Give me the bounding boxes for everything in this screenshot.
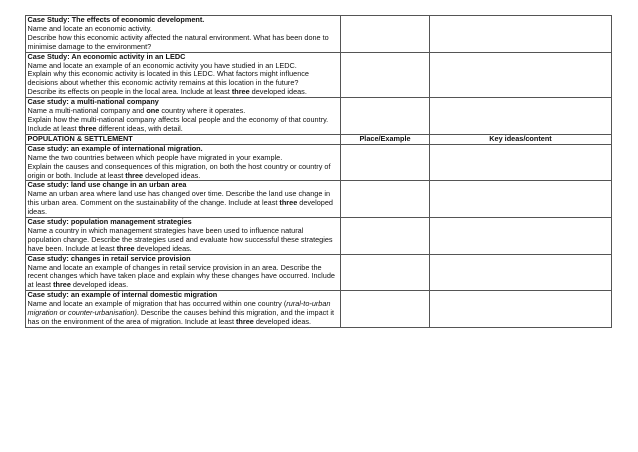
case-study-description-cell <box>26 291 341 328</box>
place-example-cell[interactable] <box>341 218 430 255</box>
instruction-text: . Describe the causes behind this migration, and the impact it has on the environment of the area of migration. Include at least <box>27 308 334 326</box>
case-study-instruction <box>28 227 339 254</box>
case-study-description-cell <box>26 16 341 53</box>
instruction-text: Name and locate an example of an economic activity you have studied in an LEDC. <box>27 60 297 70</box>
case-study-title: Case study: an example of internal domestic migration <box>27 290 218 300</box>
case-study-table <box>25 15 612 328</box>
instruction-text: Explain the causes and consequences of this migration, on both the host country or country of origin or both. Include at least <box>27 161 331 180</box>
place-example-cell[interactable] <box>341 254 430 291</box>
instruction-text: Explain how the multi-national company affects local people and the economy of that country. Include at least <box>27 114 329 133</box>
case-study-row <box>26 144 612 181</box>
key-ideas-cell[interactable] <box>430 16 612 53</box>
instruction-text: Name the two countries between which people have migrated in your example. <box>27 152 283 162</box>
instruction-text: Name a multi-national company and <box>27 106 147 116</box>
key-ideas-cell[interactable] <box>430 254 612 291</box>
case-study-description-cell <box>26 218 341 255</box>
case-study-instruction <box>28 163 339 181</box>
instruction-text: three <box>279 198 298 208</box>
case-study-instruction <box>28 116 339 134</box>
case-study-instruction <box>28 34 339 52</box>
instruction-text: developed ideas. <box>134 243 192 253</box>
case-study-row <box>26 181 612 218</box>
instruction-text: Name and locate an example of migration that has occurred within one country ( <box>27 299 287 309</box>
section-header: POPULATION & SETTLEMENT <box>26 134 341 144</box>
case-study-title: Case Study: The effects of economic development. <box>27 15 205 24</box>
instruction-text: Name and locate an example of changes in retail service provision in an area. Describe the recent changes which have taken place and explain why these changes have occurred. Include at least <box>27 262 335 290</box>
case-study-row <box>26 291 612 328</box>
column-header: Place/Example <box>341 134 430 144</box>
case-study-description-cell <box>26 181 341 218</box>
case-study-description-cell <box>26 254 341 291</box>
instruction-text: three <box>231 87 250 97</box>
instruction-text: Explain why this economic activity is located in this LEDC. What factors might influence decisions about whether this economic activity remains at this location in the future? <box>27 69 309 88</box>
case-study-instruction <box>28 70 339 88</box>
case-study-title: Case study: an example of international migration. <box>27 143 203 153</box>
case-study-row <box>26 52 612 98</box>
instruction-text: developed ideas. <box>143 170 201 180</box>
instruction-text: three <box>125 170 144 180</box>
instruction-text: Name an urban area where land use has changed over time. Describe the land use change in this urban area. Comment on the sustainability of the change. Include at least <box>27 189 331 208</box>
case-study-title: Case study: a multi-national company <box>27 97 159 107</box>
case-study-row <box>26 98 612 135</box>
case-study-title: Case study: land use change in an urban area <box>27 180 187 190</box>
case-study-row <box>26 16 612 53</box>
key-ideas-cell[interactable] <box>430 52 612 98</box>
instruction-text: country where it operates. <box>159 106 246 116</box>
place-example-cell[interactable] <box>341 144 430 181</box>
instruction-text: developed ideas. <box>70 280 129 290</box>
instruction-text: Describe how this economic activity affected the natural environment. What has been done to minimise damage to the environment? <box>27 32 329 51</box>
instruction-text: one <box>146 106 160 116</box>
place-example-cell[interactable] <box>341 52 430 98</box>
key-ideas-cell[interactable] <box>430 181 612 218</box>
instruction-text: different ideas, with detail. <box>96 123 183 133</box>
instruction-text: three <box>78 123 97 133</box>
case-study-title: Case study: population management strategies <box>27 217 192 227</box>
instruction-text: three <box>53 280 71 290</box>
case-study-description-cell <box>26 98 341 135</box>
case-study-row <box>26 254 612 291</box>
case-study-title: Case Study: An economic activity in an LEDC <box>27 51 186 61</box>
case-study-table-body <box>26 16 612 328</box>
column-header: Key ideas/content <box>430 134 612 144</box>
instruction-text: Name and locate an economic activity. <box>27 23 152 33</box>
instruction-text: developed ideas. <box>249 87 307 97</box>
case-study-title: Case study: changes in retail service provision <box>27 253 191 263</box>
case-study-instruction <box>28 88 339 97</box>
instruction-text: three <box>116 243 135 253</box>
place-example-cell[interactable] <box>341 291 430 328</box>
place-example-cell[interactable] <box>341 181 430 218</box>
place-example-cell[interactable] <box>341 98 430 135</box>
case-study-instruction <box>28 300 339 327</box>
section-header-row <box>26 134 612 144</box>
instruction-text: developed ideas. <box>27 198 333 217</box>
case-study-instruction <box>28 190 339 217</box>
instruction-text: Describe its effects on people in the local area. Include at least <box>27 87 232 97</box>
key-ideas-cell[interactable] <box>430 144 612 181</box>
instruction-text: three <box>236 317 254 326</box>
key-ideas-cell[interactable] <box>430 218 612 255</box>
case-study-instruction <box>28 264 339 291</box>
instruction-text: developed ideas. <box>253 317 312 326</box>
case-study-row <box>26 218 612 255</box>
key-ideas-cell[interactable] <box>430 291 612 328</box>
case-study-description-cell <box>26 144 341 181</box>
instruction-text: rural-to-urban migration or counter-urbanisation) <box>27 299 331 318</box>
key-ideas-cell[interactable] <box>430 98 612 135</box>
place-example-cell[interactable] <box>341 16 430 53</box>
instruction-text: Name a country in which management strategies have been used to influence natural population change. Describe the strategies used and evaluate how successful these strategies have been. Include at least <box>27 225 333 253</box>
case-study-description-cell <box>26 52 341 98</box>
